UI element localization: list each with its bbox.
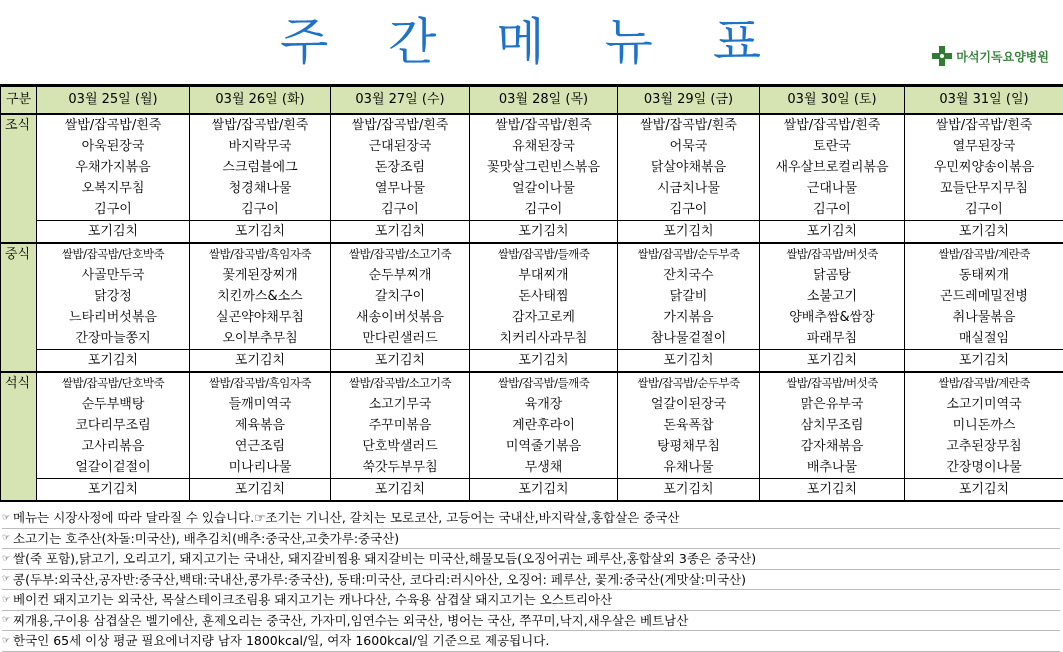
menu-cell: 쌀밥/잡곡밥/흰죽 xyxy=(470,114,618,136)
menu-cell: 시금치나물 xyxy=(618,178,760,199)
menu-cell: 김구이 xyxy=(470,199,618,221)
menu-cell: 부대찌개 xyxy=(470,265,618,286)
menu-cell: 열무된장국 xyxy=(905,136,1063,157)
hospital-cross-logo-icon xyxy=(930,44,954,68)
menu-cell: 닭갈비 xyxy=(618,286,760,307)
menu-row xyxy=(1,221,1063,244)
menu-cell: 고추된장무침 xyxy=(905,436,1063,457)
menu-cell: 쌀밥/잡곡밥/계란죽 xyxy=(905,372,1063,394)
menu-row xyxy=(1,243,1063,265)
header-row xyxy=(1,87,1063,115)
menu-cell: 쌀밥/잡곡밥/흑임자죽 xyxy=(190,372,331,394)
day-header: 03월 31일 (일) xyxy=(905,87,1063,115)
note-line xyxy=(2,611,1060,632)
menu-cell: 포기김치 xyxy=(331,221,470,244)
menu-cell: 포기김치 xyxy=(190,350,331,373)
menu-row xyxy=(1,457,1063,479)
menu-cell: 쌀밥/잡곡밥/들깨죽 xyxy=(470,243,618,265)
menu-cell: 순두부찌개 xyxy=(331,265,470,286)
menu-cell: 매실절임 xyxy=(905,328,1063,350)
menu-cell: 사골만두국 xyxy=(37,265,190,286)
day-header: 03월 28일 (목) xyxy=(470,87,618,115)
menu-cell: 유채된장국 xyxy=(470,136,618,157)
menu-cell: 얼갈이나물 xyxy=(470,178,618,199)
pointing-hand-icon: ☞ xyxy=(2,534,10,542)
menu-cell: 포기김치 xyxy=(618,221,760,244)
menu-cell: 쌀밥/잡곡밥/흰죽 xyxy=(190,114,331,136)
note-text: 베이컨 돼지고기는 외국산, 목살스테이크조림용 돼지고기는 캐나다산, 수육용 삼겹살 돼지고기는 오스트리아산 xyxy=(13,590,612,610)
menu-cell: 닭살야채볶음 xyxy=(618,157,760,178)
menu-cell: 쌀밥/잡곡밥/단호박죽 xyxy=(37,243,190,265)
menu-cell: 포기김치 xyxy=(190,221,331,244)
menu-cell: 미역줄기볶음 xyxy=(470,436,618,457)
menu-cell: 쌀밥/잡곡밥/흰죽 xyxy=(618,114,760,136)
menu-cell: 갈치구이 xyxy=(331,286,470,307)
menu-cell: 참나물겉절이 xyxy=(618,328,760,350)
menu-row xyxy=(1,436,1063,457)
menu-cell: 포기김치 xyxy=(470,221,618,244)
menu-cell: 쌀밥/잡곡밥/흑임자죽 xyxy=(190,243,331,265)
menu-cell: 돈장조림 xyxy=(331,157,470,178)
menu-cell: 오복지무침 xyxy=(37,178,190,199)
menu-cell: 포기김치 xyxy=(190,479,331,502)
menu-cell: 계란후라이 xyxy=(470,415,618,436)
menu-row xyxy=(1,136,1063,157)
day-header: 03월 27일 (수) xyxy=(331,87,470,115)
menu-cell: 제육볶음 xyxy=(190,415,331,436)
menu-cell: 꽃맛살그린빈스볶음 xyxy=(470,157,618,178)
pointing-hand-icon: ☞ xyxy=(2,555,10,563)
menu-row xyxy=(1,372,1063,394)
menu-cell: 탕평채무침 xyxy=(618,436,760,457)
menu-cell: 김구이 xyxy=(760,199,905,221)
menu-cell: 근대된장국 xyxy=(331,136,470,157)
menu-cell: 단호박샐러드 xyxy=(331,436,470,457)
title-area xyxy=(0,0,1063,86)
menu-cell: 취나물볶음 xyxy=(905,307,1063,328)
menu-row xyxy=(1,199,1063,221)
menu-cell: 청경채나물 xyxy=(190,178,331,199)
note-text: 소고기는 호주산(차돌:미국산), 배추김치(배추:중국산,고춧가루:중국산) xyxy=(13,529,399,549)
note-line xyxy=(2,631,1060,652)
menu-cell: 포기김치 xyxy=(760,221,905,244)
menu-row xyxy=(1,415,1063,436)
menu-cell: 돈육폭찹 xyxy=(618,415,760,436)
menu-row xyxy=(1,307,1063,328)
pointing-hand-icon: ☞ xyxy=(2,575,10,583)
menu-cell: 쑥갓두부무침 xyxy=(331,457,470,479)
menu-cell: 포기김치 xyxy=(618,350,760,373)
menu-cell: 실곤약야채무침 xyxy=(190,307,331,328)
menu-cell: 쌀밥/잡곡밥/버섯죽 xyxy=(760,243,905,265)
menu-cell: 포기김치 xyxy=(37,479,190,502)
menu-cell: 김구이 xyxy=(331,199,470,221)
menu-cell: 연근조림 xyxy=(190,436,331,457)
note-line xyxy=(2,549,1060,570)
weekly-menu-table xyxy=(0,86,1063,502)
menu-cell: 돈사태찜 xyxy=(470,286,618,307)
menu-cell: 맑은유부국 xyxy=(760,394,905,415)
menu-row xyxy=(1,479,1063,502)
note-text: 쌀(죽 포함),닭고기, 오리고기, 돼지고기는 국내산, 돼지갈비찜용 돼지갈비는 미국산,해물모듬(오징어귀는 페루산,홍합살외 3종은 중국산) xyxy=(13,549,756,569)
meal-label: 석식 xyxy=(1,372,37,501)
menu-cell: 소불고기 xyxy=(760,286,905,307)
menu-cell: 우채가지볶음 xyxy=(37,157,190,178)
menu-cell: 어묵국 xyxy=(618,136,760,157)
menu-cell: 감자고로케 xyxy=(470,307,618,328)
note-line xyxy=(2,590,1060,611)
note-text: 메뉴는 시장사정에 따라 달라질 수 있습니다.☞조기는 기니산, 갈치는 모로코산, 고등어는 국내산,바지락살,홍합살은 중국산 xyxy=(13,508,679,528)
day-header: 03월 25일 (월) xyxy=(37,87,190,115)
menu-cell: 새우살브로컬리볶음 xyxy=(760,157,905,178)
meal-label: 조식 xyxy=(1,114,37,243)
menu-cell: 삼치무조림 xyxy=(760,415,905,436)
menu-cell: 무생채 xyxy=(470,457,618,479)
menu-cell: 포기김치 xyxy=(470,479,618,502)
menu-cell: 포기김치 xyxy=(905,221,1063,244)
menu-row xyxy=(1,178,1063,199)
menu-cell: 쌀밥/잡곡밥/흰죽 xyxy=(331,114,470,136)
menu-cell: 김구이 xyxy=(190,199,331,221)
note-line xyxy=(2,508,1060,529)
menu-row xyxy=(1,328,1063,350)
menu-cell: 포기김치 xyxy=(760,479,905,502)
menu-cell: 소고기미역국 xyxy=(905,394,1063,415)
pointing-hand-icon: ☞ xyxy=(2,514,10,522)
menu-cell: 포기김치 xyxy=(905,479,1063,502)
notes-section xyxy=(2,508,1060,652)
menu-cell: 쌀밥/잡곡밥/흰죽 xyxy=(905,114,1063,136)
menu-cell: 닭곰탕 xyxy=(760,265,905,286)
day-header: 03월 30일 (토) xyxy=(760,87,905,115)
menu-cell: 얼갈이겉절이 xyxy=(37,457,190,479)
menu-cell: 순두부백탕 xyxy=(37,394,190,415)
menu-cell: 간장마늘쫑지 xyxy=(37,328,190,350)
menu-row xyxy=(1,265,1063,286)
menu-cell: 쌀밥/잡곡밥/계란죽 xyxy=(905,243,1063,265)
menu-cell: 토란국 xyxy=(760,136,905,157)
menu-cell: 김구이 xyxy=(618,199,760,221)
menu-cell: 쌀밥/잡곡밥/버섯죽 xyxy=(760,372,905,394)
note-text: 한국인 65세 이상 평균 필요에너지량 남자 1800kcal/일, 여자 1600kcal/일 기준으로 제공됩니다. xyxy=(13,631,549,651)
menu-cell: 미니돈까스 xyxy=(905,415,1063,436)
menu-cell: 닭강정 xyxy=(37,286,190,307)
menu-cell: 포기김치 xyxy=(331,479,470,502)
menu-cell: 김구이 xyxy=(37,199,190,221)
menu-cell: 쌀밥/잡곡밥/소고기죽 xyxy=(331,372,470,394)
page-title: 주 간 메 뉴 표 xyxy=(0,4,1063,80)
menu-cell: 포기김치 xyxy=(331,350,470,373)
day-header: 03월 26일 (화) xyxy=(190,87,331,115)
hospital-name: 마석기독요양병원 xyxy=(956,48,1049,65)
note-text: 콩(두부:외국산,공자반:중국산,백태:국내산,콩가루:중국산), 동태:미국산, 코다리:러시아산, 오징어: 페루산, 꽃게:중국산(게맛살:미국산) xyxy=(13,570,746,590)
menu-cell: 얼갈이된장국 xyxy=(618,394,760,415)
menu-cell: 꼬들단무지무침 xyxy=(905,178,1063,199)
menu-cell: 열무나물 xyxy=(331,178,470,199)
menu-cell: 소고기무국 xyxy=(331,394,470,415)
menu-cell: 만다린샐러드 xyxy=(331,328,470,350)
menu-cell: 치커리사과무침 xyxy=(470,328,618,350)
header-label: 구분 xyxy=(1,87,37,115)
menu-row xyxy=(1,286,1063,307)
menu-cell: 쌀밥/잡곡밥/순두부죽 xyxy=(618,243,760,265)
menu-cell: 파래무침 xyxy=(760,328,905,350)
menu-cell: 간장명이나물 xyxy=(905,457,1063,479)
menu-cell: 고사리볶음 xyxy=(37,436,190,457)
menu-cell: 곤드레메밀전병 xyxy=(905,286,1063,307)
menu-cell: 포기김치 xyxy=(760,350,905,373)
menu-cell: 유채나물 xyxy=(618,457,760,479)
pointing-hand-icon: ☞ xyxy=(2,596,10,604)
menu-cell: 가지볶음 xyxy=(618,307,760,328)
menu-row xyxy=(1,350,1063,373)
note-text: 찌개용,구이용 삼겹살은 벨기에산, 훈제오리는 중국산, 가자미,임연수는 외국산, 병어는 국산, 쭈꾸미,낙지,새우살은 베트남산 xyxy=(13,611,688,631)
menu-cell: 배추나물 xyxy=(760,457,905,479)
pointing-hand-icon: ☞ xyxy=(2,616,10,624)
menu-cell: 쌀밥/잡곡밥/흰죽 xyxy=(37,114,190,136)
menu-cell: 들깨미역국 xyxy=(190,394,331,415)
menu-cell: 미나리나물 xyxy=(190,457,331,479)
day-header: 03월 29일 (금) xyxy=(618,87,760,115)
note-line xyxy=(2,570,1060,591)
menu-cell: 쌀밥/잡곡밥/순두부죽 xyxy=(618,372,760,394)
note-line xyxy=(2,529,1060,550)
menu-cell: 쌀밥/잡곡밥/단호박죽 xyxy=(37,372,190,394)
menu-cell: 쌀밥/잡곡밥/흰죽 xyxy=(760,114,905,136)
menu-cell: 쌀밥/잡곡밥/들깨죽 xyxy=(470,372,618,394)
menu-cell: 포기김치 xyxy=(37,221,190,244)
menu-cell: 잔치국수 xyxy=(618,265,760,286)
pointing-hand-icon: ☞ xyxy=(2,637,10,645)
menu-cell: 아욱된장국 xyxy=(37,136,190,157)
menu-cell: 바지락무국 xyxy=(190,136,331,157)
menu-cell: 스크럼블에그 xyxy=(190,157,331,178)
menu-cell: 새송이버섯볶음 xyxy=(331,307,470,328)
menu-cell: 주꾸미볶음 xyxy=(331,415,470,436)
menu-cell: 치킨까스&소스 xyxy=(190,286,331,307)
menu-row xyxy=(1,114,1063,136)
menu-cell: 동태찌개 xyxy=(905,265,1063,286)
menu-cell: 느타리버섯볶음 xyxy=(37,307,190,328)
menu-cell: 포기김치 xyxy=(618,479,760,502)
menu-row xyxy=(1,394,1063,415)
meal-label: 중식 xyxy=(1,243,37,372)
menu-cell: 포기김치 xyxy=(37,350,190,373)
menu-cell: 꽃게된장찌개 xyxy=(190,265,331,286)
menu-cell: 쌀밥/잡곡밥/소고기죽 xyxy=(331,243,470,265)
hospital-logo xyxy=(930,44,1049,68)
menu-cell: 포기김치 xyxy=(905,350,1063,373)
menu-cell: 근대나물 xyxy=(760,178,905,199)
menu-cell: 오이부추무침 xyxy=(190,328,331,350)
menu-row xyxy=(1,157,1063,178)
menu-cell: 감자채볶음 xyxy=(760,436,905,457)
menu-cell: 양배추쌈&쌈장 xyxy=(760,307,905,328)
menu-cell: 코다리무조림 xyxy=(37,415,190,436)
menu-cell: 포기김치 xyxy=(470,350,618,373)
menu-cell: 김구이 xyxy=(905,199,1063,221)
menu-cell: 우민찌양송이볶음 xyxy=(905,157,1063,178)
menu-cell: 육개장 xyxy=(470,394,618,415)
